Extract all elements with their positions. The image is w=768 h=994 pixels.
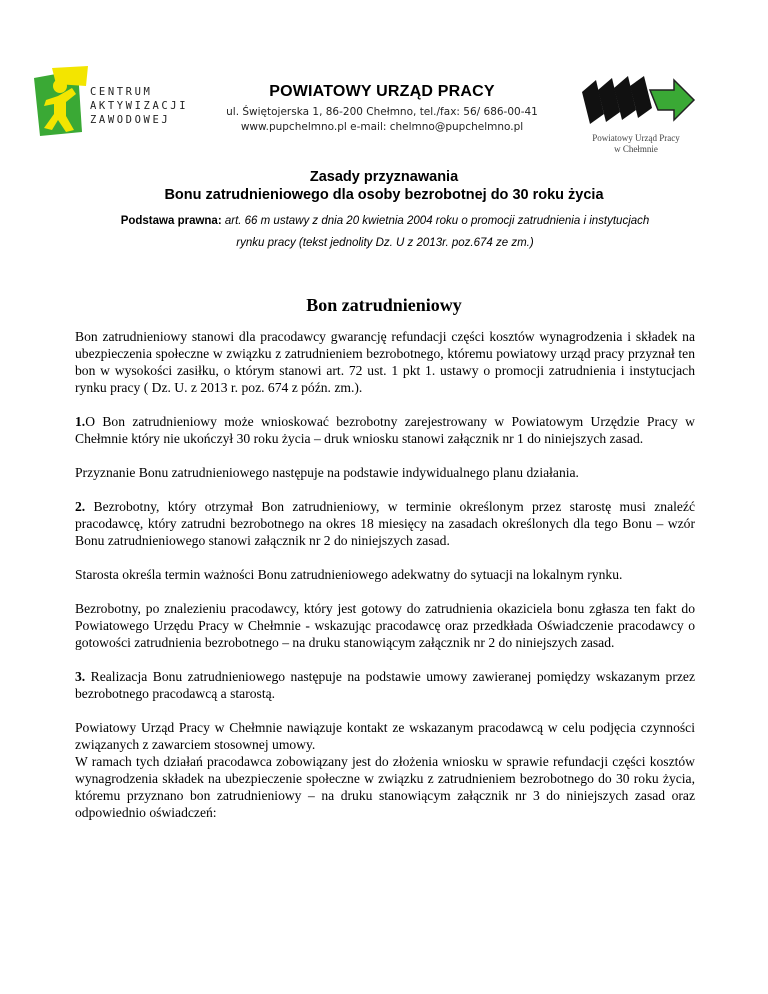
paragraph: Powiatowy Urząd Pracy w Chełmnie nawiązuje kontakt ze wskazanym pracodawcą w celu podjęcia czynności związanych z zawarciem stosownej umowy. (75, 720, 695, 752)
pup-logo (574, 74, 698, 130)
pup-caption-line2: w Chełmnie (614, 144, 658, 154)
cak-logo-text (90, 85, 188, 127)
paragraph (75, 413, 695, 447)
cak-logo-line: AKTYWIZACJI (90, 100, 189, 112)
point-number: 3. (75, 669, 86, 684)
office-header (212, 83, 552, 135)
point-number: 1. (75, 414, 86, 429)
cak-logo-line: CENTRUM (90, 86, 153, 98)
legal-basis (40, 210, 730, 254)
legal-basis-label: Podstawa prawna: (120, 215, 222, 227)
paragraph: Bezrobotny, po znalezieniu pracodawcy, który jest gotowy do zatrudnienia okaziciela bonu zgłasza ten fakt do Powiatowego Urzędu Pracy w Chełmnie - wskazując pracodawcę oraz przedkłada Oświadczenie pracodawcy o gotowości zatrudnienia bezrobotnego – na druku stanowiącym załącznik nr 2 do niniejszych zasad. (75, 601, 695, 650)
office-contact: www.pupchelmno.pl e-mail: chelmno@pupchelmno.pl (240, 121, 524, 133)
section-title: Bon zatrudnieniowy (306, 295, 462, 315)
paragraph (75, 668, 695, 702)
paragraph: Bon zatrudnieniowy stanowi dla pracodawcy gwarancję refundacji części kosztów wynagrodzenia i składek na ubezpieczenia społeczne w związku z zatrudnieniem bezrobotnego, któremu powiatowy urząd pracy przyznał ten bon w wysokości zasiłku, o którym stanowi art. 72 ust. 1 pkt 1. ustawy o promocji zatrudnienia i instytucjach rynku pracy ( Dz. U. z 2013 r. poz. 674 z późn. zm.). (75, 329, 695, 395)
title-line2: Bonu zatrudnieniowego dla osoby bezrobotnej do 30 roku życia (164, 187, 604, 203)
paragraph: Przyznanie Bonu zatrudnieniowego następuje na podstawie indywidualnego planu działania. (75, 465, 579, 480)
paragraph-text: Realizacja Bonu zatrudnieniowego następuje na podstawie umowy zawieranej pomiędzy wskazanym przez bezrobotnego pracodawcą a starostą. (75, 669, 695, 701)
paragraph-text: O Bon zatrudnieniowy może wnioskować bezrobotny zarejestrowany w Powiatowym Urzędzie Pracy w Chełmnie który nie ukończył 30 roku życia – druk wniosku stanowi załącznik nr 1 do niniejszych zasad. (75, 414, 695, 446)
document-body (75, 328, 695, 838)
legal-basis-text1: art. 66 m ustawy z dnia 20 kwietnia 2004 roku o promocji zatrudnienia i instytucjach (221, 215, 650, 227)
cak-logo-line: ZAWODOWEJ (90, 114, 171, 126)
title-line1: Zasady przyznawania (309, 169, 459, 185)
paragraph-text: Bezrobotny, który otrzymał Bon zatrudnieniowy, w terminie określonym przez starostę musi znaleźć pracodawcę, który zatrudni bezrobotnego na okres 18 miesięcy na zasadach określonych dla tego Bonu – wzór Bonu zatrudnieniowego stanowi załącznik nr 2 do niniejszych zasad. (75, 499, 695, 548)
paragraph (75, 498, 695, 549)
office-address: ul. Świętojerska 1, 86-200 Chełmno, tel./fax: 56/ 686-00-41 (226, 106, 538, 118)
pup-caption-line1: Powiatowy Urząd Pracy (592, 133, 680, 143)
paragraph: W ramach tych działań pracodawca zobowiązany jest do złożenia wniosku w sprawie refundacji części kosztów wynagrodzenia składek na ubezpieczenie społeczne w związku z zatrudnieniem bezrobotnego do 30 roku życia, któremu przyznano bon zatrudnieniowy – na druku stanowiącym załącznik nr 3 do niniejszych zasad oraz odpowiednio oświadczeń: (75, 754, 695, 820)
legal-basis-text2: rynku pracy (tekst jednolity Dz. U z 2013r. poz.674 ze zm.) (236, 237, 534, 249)
point-number: 2. (75, 499, 86, 514)
paragraph: Starosta określa termin ważności Bonu zatrudnieniowego adekwatny do sytuacji na lokalnym rynku. (75, 567, 623, 582)
pup-logo-caption (574, 133, 698, 155)
office-title: POWIATOWY URZĄD PRACY (269, 83, 495, 100)
document-title (0, 168, 768, 204)
